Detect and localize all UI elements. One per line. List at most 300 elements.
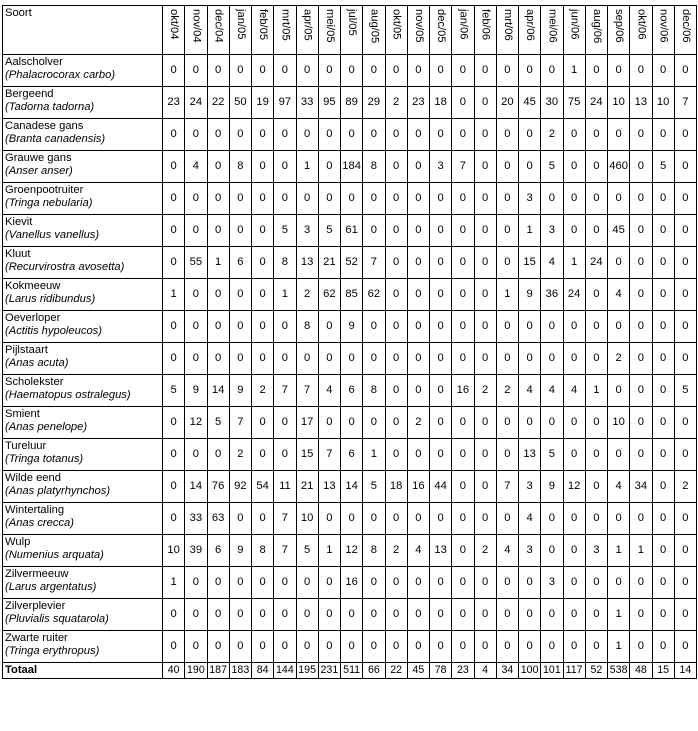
count-cell: 0 — [318, 599, 340, 631]
count-cell: 7 — [296, 375, 318, 407]
count-cell: 0 — [296, 183, 318, 215]
count-cell: 3 — [541, 215, 563, 247]
count-cell: 0 — [674, 567, 696, 599]
count-cell: 5 — [274, 215, 296, 247]
table-row — [3, 631, 697, 663]
count-cell: 0 — [674, 183, 696, 215]
header-month-label: feb/06 — [479, 9, 492, 41]
count-cell: 62 — [363, 279, 385, 311]
count-cell: 0 — [585, 343, 607, 375]
count-cell: 2 — [229, 439, 251, 471]
count-cell: 0 — [652, 183, 674, 215]
count-cell: 460 — [608, 151, 630, 183]
count-cell: 0 — [652, 119, 674, 151]
count-cell: 1 — [585, 375, 607, 407]
count-cell: 0 — [452, 343, 474, 375]
count-cell: 0 — [207, 151, 229, 183]
count-cell: 0 — [318, 151, 340, 183]
count-cell: 36 — [541, 279, 563, 311]
total-cell: 231 — [318, 663, 340, 679]
count-cell: 21 — [318, 247, 340, 279]
count-cell: 0 — [185, 343, 207, 375]
count-cell: 0 — [474, 215, 496, 247]
count-cell: 0 — [229, 55, 251, 87]
species-latin-name: (Branta canadensis) — [5, 132, 106, 145]
count-cell: 0 — [341, 119, 363, 151]
count-cell: 0 — [341, 183, 363, 215]
count-cell: 0 — [452, 567, 474, 599]
count-cell: 17 — [296, 407, 318, 439]
count-cell: 0 — [496, 183, 518, 215]
count-cell: 0 — [474, 631, 496, 663]
count-cell: 89 — [341, 87, 363, 119]
species-cell — [3, 215, 163, 247]
total-cell: 190 — [185, 663, 207, 679]
count-cell: 2 — [496, 375, 518, 407]
header-month — [274, 6, 296, 55]
count-cell: 0 — [430, 631, 452, 663]
count-cell: 50 — [229, 87, 251, 119]
count-cell: 0 — [341, 631, 363, 663]
count-cell: 0 — [185, 55, 207, 87]
count-cell: 0 — [630, 247, 652, 279]
count-cell: 0 — [474, 151, 496, 183]
species-name: Tureluur — [5, 440, 47, 452]
species-name: Zilvermeeuw — [5, 568, 69, 580]
species-latin-name: (Larus ridibundus) — [5, 292, 96, 305]
count-cell: 0 — [430, 279, 452, 311]
count-cell: 0 — [252, 215, 274, 247]
count-cell: 2 — [541, 119, 563, 151]
count-cell: 0 — [585, 151, 607, 183]
count-cell: 0 — [674, 247, 696, 279]
count-cell: 0 — [163, 503, 185, 535]
species-cell — [3, 439, 163, 471]
count-cell: 0 — [674, 439, 696, 471]
count-cell: 0 — [674, 503, 696, 535]
count-cell: 0 — [474, 471, 496, 503]
count-cell: 0 — [274, 311, 296, 343]
count-cell: 0 — [229, 503, 251, 535]
count-cell: 0 — [385, 279, 407, 311]
count-cell: 0 — [185, 567, 207, 599]
count-cell: 0 — [674, 631, 696, 663]
count-cell: 20 — [496, 87, 518, 119]
count-cell: 0 — [652, 343, 674, 375]
count-cell: 0 — [563, 119, 585, 151]
count-cell: 0 — [163, 599, 185, 631]
header-soort: Soort — [3, 6, 163, 55]
count-cell: 0 — [608, 439, 630, 471]
count-cell: 3 — [541, 567, 563, 599]
count-cell: 0 — [229, 567, 251, 599]
count-cell: 0 — [674, 535, 696, 567]
count-cell: 7 — [229, 407, 251, 439]
total-cell: 187 — [207, 663, 229, 679]
header-month — [185, 6, 207, 55]
header-month-label: dec/05 — [435, 9, 448, 43]
header-month — [563, 6, 585, 55]
count-cell: 0 — [585, 183, 607, 215]
table-row — [3, 471, 697, 503]
species-name: Groenpootruiter — [5, 184, 84, 196]
total-cell: 84 — [252, 663, 274, 679]
count-cell: 0 — [563, 407, 585, 439]
total-cell: 23 — [452, 663, 474, 679]
count-cell: 0 — [541, 311, 563, 343]
table-row — [3, 55, 697, 87]
count-cell: 0 — [563, 631, 585, 663]
count-cell: 0 — [363, 343, 385, 375]
total-cell: 14 — [674, 663, 696, 679]
count-cell: 0 — [229, 599, 251, 631]
count-cell: 0 — [207, 567, 229, 599]
count-cell: 14 — [341, 471, 363, 503]
header-month-label: nov/05 — [412, 9, 425, 43]
count-cell: 8 — [274, 247, 296, 279]
count-cell: 0 — [519, 119, 541, 151]
count-cell: 0 — [207, 599, 229, 631]
species-name: Aalscholver — [5, 56, 63, 68]
count-cell: 1 — [608, 631, 630, 663]
species-latin-name: (Anas crecca) — [5, 516, 75, 529]
table-row — [3, 535, 697, 567]
species-cell — [3, 599, 163, 631]
total-cell: 195 — [296, 663, 318, 679]
count-cell: 0 — [563, 311, 585, 343]
table-row — [3, 279, 697, 311]
count-cell: 0 — [674, 311, 696, 343]
species-latin-name: (Haematopus ostralegus) — [5, 388, 131, 401]
species-name: Zilverplevier — [5, 600, 66, 612]
count-cell: 0 — [363, 215, 385, 247]
count-cell: 0 — [563, 599, 585, 631]
count-cell: 0 — [563, 183, 585, 215]
count-cell: 24 — [585, 87, 607, 119]
count-cell: 0 — [452, 471, 474, 503]
count-cell: 0 — [541, 503, 563, 535]
species-latin-name: (Anas acuta) — [5, 356, 69, 369]
header-month — [385, 6, 407, 55]
count-cell: 0 — [474, 247, 496, 279]
count-cell: 0 — [674, 407, 696, 439]
count-cell: 0 — [563, 535, 585, 567]
count-cell: 10 — [296, 503, 318, 535]
count-cell: 0 — [318, 119, 340, 151]
total-cell: 52 — [585, 663, 607, 679]
count-cell: 0 — [407, 215, 429, 247]
table-row — [3, 439, 697, 471]
count-cell: 0 — [496, 119, 518, 151]
count-cell: 0 — [452, 631, 474, 663]
header-month — [341, 6, 363, 55]
count-cell: 0 — [585, 215, 607, 247]
header-month — [630, 6, 652, 55]
count-cell: 0 — [274, 183, 296, 215]
total-cell: 22 — [385, 663, 407, 679]
species-latin-name: (Tringa erythropus) — [5, 644, 100, 657]
count-cell: 0 — [296, 55, 318, 87]
count-cell: 0 — [585, 279, 607, 311]
count-cell: 0 — [274, 343, 296, 375]
count-cell: 0 — [519, 407, 541, 439]
count-cell: 0 — [474, 55, 496, 87]
count-cell: 33 — [185, 503, 207, 535]
count-cell: 10 — [652, 87, 674, 119]
species-latin-name: (Recurvirostra avosetta) — [5, 260, 125, 273]
count-cell: 1 — [363, 439, 385, 471]
species-name: Canadese gans — [5, 120, 84, 132]
count-cell: 3 — [585, 535, 607, 567]
count-cell: 3 — [519, 535, 541, 567]
count-cell: 0 — [630, 631, 652, 663]
count-cell: 0 — [430, 503, 452, 535]
count-cell: 0 — [407, 119, 429, 151]
count-cell: 2 — [608, 343, 630, 375]
count-cell: 0 — [363, 311, 385, 343]
count-cell: 0 — [563, 343, 585, 375]
count-cell: 1 — [608, 599, 630, 631]
count-cell: 0 — [229, 279, 251, 311]
count-cell: 0 — [474, 599, 496, 631]
table-row — [3, 599, 697, 631]
count-cell: 0 — [163, 439, 185, 471]
count-cell: 0 — [652, 567, 674, 599]
count-cell: 0 — [407, 439, 429, 471]
count-cell: 5 — [652, 151, 674, 183]
count-cell: 0 — [341, 55, 363, 87]
count-cell: 0 — [341, 599, 363, 631]
total-cell: 48 — [630, 663, 652, 679]
count-cell: 0 — [274, 631, 296, 663]
count-cell: 0 — [385, 407, 407, 439]
count-cell: 0 — [385, 599, 407, 631]
count-cell: 8 — [252, 535, 274, 567]
count-cell: 55 — [185, 247, 207, 279]
species-cell — [3, 183, 163, 215]
count-cell: 0 — [652, 599, 674, 631]
count-cell: 0 — [318, 407, 340, 439]
count-cell: 0 — [207, 279, 229, 311]
count-cell: 0 — [318, 55, 340, 87]
table-row — [3, 215, 697, 247]
header-month — [674, 6, 696, 55]
count-cell: 0 — [541, 343, 563, 375]
count-cell: 0 — [630, 311, 652, 343]
count-cell: 0 — [519, 567, 541, 599]
total-cell: 78 — [430, 663, 452, 679]
count-cell: 0 — [519, 343, 541, 375]
species-cell — [3, 279, 163, 311]
total-cell: 511 — [341, 663, 363, 679]
count-cell: 12 — [341, 535, 363, 567]
count-cell: 0 — [163, 119, 185, 151]
count-cell: 0 — [363, 407, 385, 439]
species-latin-name: (Larus argentatus) — [5, 580, 97, 593]
header-row — [3, 6, 697, 55]
count-cell: 0 — [652, 631, 674, 663]
count-cell: 0 — [630, 503, 652, 535]
count-cell: 0 — [474, 343, 496, 375]
count-cell: 0 — [563, 215, 585, 247]
count-cell: 0 — [207, 215, 229, 247]
count-cell: 0 — [430, 599, 452, 631]
count-cell: 4 — [608, 279, 630, 311]
count-cell: 2 — [252, 375, 274, 407]
header-month-label: jul/05 — [346, 9, 359, 36]
count-cell: 7 — [496, 471, 518, 503]
count-cell: 0 — [207, 55, 229, 87]
species-name: Wulp — [5, 536, 31, 548]
count-cell: 0 — [474, 407, 496, 439]
count-cell: 0 — [541, 407, 563, 439]
table-row — [3, 119, 697, 151]
count-cell: 0 — [652, 375, 674, 407]
header-month-label: okt/06 — [635, 9, 648, 40]
species-name: Pijlstaart — [5, 344, 48, 356]
count-cell: 184 — [341, 151, 363, 183]
count-cell: 0 — [452, 599, 474, 631]
count-cell: 0 — [207, 119, 229, 151]
count-cell: 97 — [274, 87, 296, 119]
header-month-label: mrt/06 — [501, 9, 514, 41]
count-cell: 0 — [385, 215, 407, 247]
header-month — [585, 6, 607, 55]
header-month-label: jun/06 — [568, 9, 581, 40]
count-cell: 0 — [163, 247, 185, 279]
count-cell: 7 — [452, 151, 474, 183]
species-cell — [3, 567, 163, 599]
total-cell: 100 — [519, 663, 541, 679]
species-cell — [3, 535, 163, 567]
count-cell: 0 — [296, 567, 318, 599]
total-label: Totaal — [3, 663, 163, 679]
count-cell: 0 — [452, 183, 474, 215]
count-cell: 0 — [407, 375, 429, 407]
header-month-label: nov/04 — [190, 9, 203, 43]
total-cell: 45 — [407, 663, 429, 679]
count-cell: 0 — [608, 247, 630, 279]
species-latin-name: (Anas penelope) — [5, 420, 88, 433]
count-cell: 1 — [296, 151, 318, 183]
count-cell: 24 — [585, 247, 607, 279]
count-cell: 0 — [207, 311, 229, 343]
header-month-label: nov/06 — [657, 9, 670, 43]
count-cell: 9 — [541, 471, 563, 503]
count-cell: 0 — [229, 215, 251, 247]
count-cell: 3 — [430, 151, 452, 183]
count-cell: 63 — [207, 503, 229, 535]
count-cell: 0 — [585, 55, 607, 87]
count-cell: 9 — [341, 311, 363, 343]
count-cell: 1 — [563, 247, 585, 279]
count-cell: 0 — [185, 311, 207, 343]
total-cell: 101 — [541, 663, 563, 679]
count-cell: 44 — [430, 471, 452, 503]
count-cell: 1 — [608, 535, 630, 567]
count-cell: 0 — [519, 311, 541, 343]
count-cell: 0 — [385, 119, 407, 151]
count-cell: 0 — [363, 567, 385, 599]
count-cell: 0 — [185, 599, 207, 631]
count-cell: 0 — [630, 567, 652, 599]
count-cell: 0 — [163, 151, 185, 183]
header-month-label: dec/06 — [679, 9, 692, 43]
count-cell: 2 — [674, 471, 696, 503]
total-cell: 15 — [652, 663, 674, 679]
table-row — [3, 247, 697, 279]
count-cell: 33 — [296, 87, 318, 119]
count-cell: 0 — [674, 215, 696, 247]
count-cell: 0 — [252, 119, 274, 151]
count-cell: 9 — [185, 375, 207, 407]
count-cell: 6 — [341, 439, 363, 471]
count-cell: 0 — [674, 343, 696, 375]
count-cell: 45 — [608, 215, 630, 247]
count-cell: 7 — [274, 535, 296, 567]
count-cell: 0 — [452, 535, 474, 567]
count-cell: 0 — [185, 183, 207, 215]
count-cell: 0 — [318, 343, 340, 375]
count-cell: 5 — [296, 535, 318, 567]
species-name: Smient — [5, 408, 40, 420]
count-cell: 0 — [252, 311, 274, 343]
count-cell: 0 — [652, 407, 674, 439]
header-month-label: aug/05 — [368, 9, 381, 44]
count-cell: 0 — [652, 503, 674, 535]
count-cell: 0 — [274, 599, 296, 631]
count-cell: 13 — [430, 535, 452, 567]
count-cell: 4 — [519, 375, 541, 407]
table-row — [3, 151, 697, 183]
count-cell: 0 — [630, 407, 652, 439]
count-cell: 10 — [608, 407, 630, 439]
count-cell: 9 — [229, 535, 251, 567]
total-cell: 183 — [229, 663, 251, 679]
count-cell: 13 — [519, 439, 541, 471]
species-latin-name: (Anas platyrhynchos) — [5, 484, 111, 497]
header-month-label: apr/06 — [524, 9, 537, 41]
count-cell: 0 — [585, 567, 607, 599]
count-cell: 0 — [474, 503, 496, 535]
count-cell: 0 — [474, 87, 496, 119]
count-cell: 16 — [407, 471, 429, 503]
count-cell: 0 — [452, 87, 474, 119]
count-cell: 0 — [185, 439, 207, 471]
count-cell: 39 — [185, 535, 207, 567]
count-cell: 52 — [341, 247, 363, 279]
count-cell: 0 — [430, 55, 452, 87]
species-latin-name: (Tadorna tadorna) — [5, 100, 95, 113]
count-cell: 0 — [252, 343, 274, 375]
count-cell: 0 — [407, 247, 429, 279]
count-cell: 4 — [541, 375, 563, 407]
count-cell: 0 — [608, 567, 630, 599]
species-cell — [3, 503, 163, 535]
count-cell: 7 — [318, 439, 340, 471]
count-cell: 0 — [674, 151, 696, 183]
count-cell: 0 — [407, 503, 429, 535]
species-latin-name: (Numenius arquata) — [5, 548, 104, 561]
count-cell: 0 — [407, 183, 429, 215]
species-latin-name: (Tringa nebularia) — [5, 196, 93, 209]
count-cell: 0 — [407, 279, 429, 311]
species-cell — [3, 247, 163, 279]
count-cell: 0 — [163, 407, 185, 439]
header-month — [519, 6, 541, 55]
header-month-label: aug/06 — [590, 9, 603, 44]
total-cell: 117 — [563, 663, 585, 679]
